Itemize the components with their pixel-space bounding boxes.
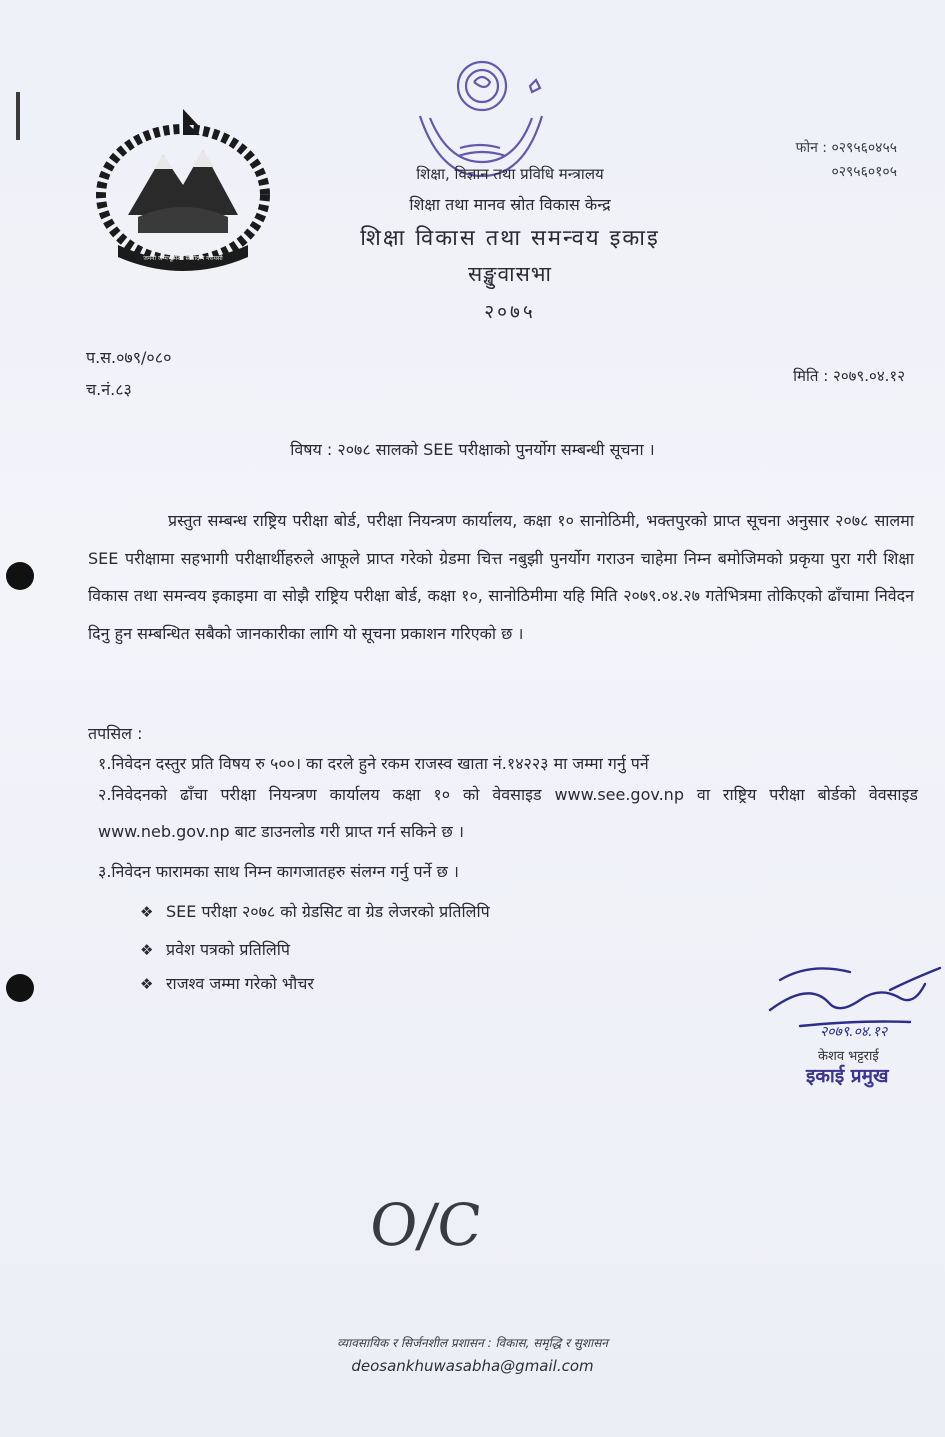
district-name: सङ्खुवासभा <box>467 262 552 286</box>
bullet-diamond-icon: ❖ <box>140 903 154 921</box>
ministry-name: शिक्षा, विज्ञान तथा प्रविधि मन्त्रालय <box>416 165 604 183</box>
bullet-item: ❖ राजश्व जम्मा गरेको भौचर <box>140 974 314 993</box>
detail-item: २.निवेदनको ढाँचा परीक्षा नियन्त्रण कार्यालय कक्षा १० को वेवसाइड www.see.gov.np वा राष्ट्रिय परीक्षा बोर्डको वेवसाइड www.neb.gov.np बाट डाउनलोड गरी प्राप्त गर्न सकिने छ । <box>98 785 918 841</box>
details-label: तपसिल : <box>88 724 143 743</box>
letter-date: मिति : २०७९.०४.१२ <box>793 367 905 385</box>
punch-hole <box>6 562 34 590</box>
bullet-diamond-icon: ❖ <box>140 941 154 959</box>
punch-hole <box>6 974 34 1002</box>
detail-item: १.निवेदन दस्तुर प्रति विषय रु ५००। का दरले हुने रकम राजस्व खाता नं.१४२२३ मा जम्मा गर्नु पर्ने <box>98 754 649 773</box>
bullet-item: ❖ प्रवेश पत्रको प्रतिलिपि <box>140 940 290 959</box>
fiscal-year: प.स.०७९/०८० <box>86 348 172 367</box>
emblem-caption: जननी जन्मभूमिश्च स्वर्गादपि गरीयसी <box>143 255 223 262</box>
phone-1: फोन : ०२९५६०४५५ <box>795 140 897 156</box>
office-title: शिक्षा विकास तथा समन्वय इकाइ <box>360 226 660 251</box>
office-copy-label: O/C <box>366 1191 486 1259</box>
body-paragraph <box>88 502 914 652</box>
footer-slogan: व्यावसायिक र सिर्जनशील प्रशासन : विकास, समृद्धि र सुशासन <box>337 1336 608 1350</box>
established-year: २०७५ <box>484 301 536 323</box>
nepal-emblem-icon <box>88 105 278 275</box>
detail-item: ३.निवेदन फारामका साथ निम्न कागजातहरु संलग्न गर्नु पर्ने छ । <box>98 862 459 881</box>
phone-block <box>796 136 897 184</box>
footer-email: deosankhuwasabha@gmail.com <box>351 1357 594 1375</box>
body-text: प्रस्तुत सम्बन्ध राष्ट्रिय परीक्षा बोर्ड, परीक्षा नियन्त्रण कार्यालय, कक्षा १० सानोठिमी, भक्तपुरको प्राप्त सूचना अनुसार २०७८ सालमा SEE परीक्षामा सहभागी परीक्षार्थीहरुले आफूले प्राप्त गरेको ग्रेडमा चित्त नबुझी पुनर्योग गराउन चाहेमा निम्न बमोजिमको प्रकृया पुरा गरी शिक्षा विकास तथा समन्वय इकाइमा वा सोझै राष्ट्रिय परीक्षा बोर्ड, कक्षा १०, सानोठिमीमा यहि मिति २०७९.०४.२७ गतेभित्रमा तोकिएको ढाँचामा निवेदन दिनु हुन सम्बन्धित सबैको जानकारीका लागि यो सूचना प्रकाशन गरिएको छ । <box>88 511 914 643</box>
signature-date: २०७९.०४.१२ <box>820 1024 888 1040</box>
reference-block <box>86 342 171 406</box>
office-copy-note <box>366 1190 500 1260</box>
signatory-name: केशव भट्टराई <box>818 1049 879 1064</box>
centre-name: शिक्षा तथा मानव स्रोत विकास केन्द्र <box>409 195 611 214</box>
bullet-item: ❖ SEE परीक्षा २०७८ को ग्रेडसिट वा ग्रेड लेजरको प्रतिलिपि <box>140 902 490 921</box>
dispatch-number: च.नं.८३ <box>86 380 132 399</box>
subject-line: विषय : २०७८ सालको SEE परीक्षाको पुनर्योग सम्बन्धी सूचना । <box>290 440 655 459</box>
signatory-title: इकाई प्रमुख <box>806 1065 889 1087</box>
bullet-diamond-icon: ❖ <box>140 975 154 993</box>
phone-2: ०२९५६०१०५ <box>831 164 897 180</box>
page-edge-mark <box>16 92 20 140</box>
